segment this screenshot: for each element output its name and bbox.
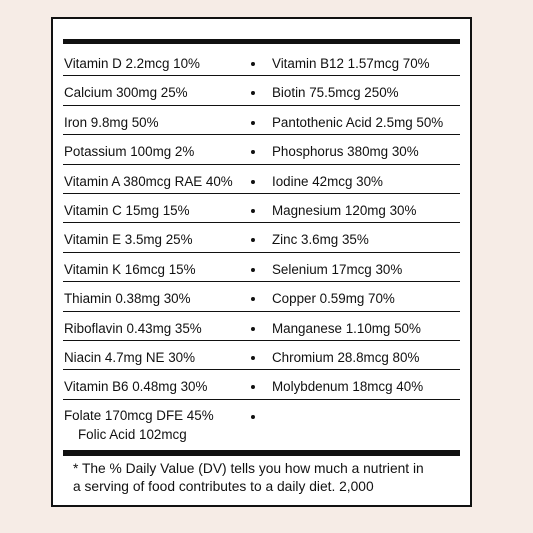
nutrient-right: Molybdenum 18mcg 40% bbox=[272, 379, 424, 395]
nutrient-right: Magnesium 120mg 30% bbox=[272, 202, 417, 218]
nutrient-left: Vitamin C 15mg 15% bbox=[64, 202, 190, 218]
nutrient-row bbox=[63, 253, 460, 282]
nutrient-right: Phosphorus 380mg 30% bbox=[272, 144, 419, 160]
nutrient-row bbox=[63, 282, 460, 311]
nutrient-row bbox=[63, 135, 460, 164]
bullet-icon bbox=[251, 121, 255, 125]
folic-acid-label: Folic Acid 102mcg bbox=[78, 426, 187, 442]
nutrient-right: Zinc 3.6mg 35% bbox=[272, 232, 369, 248]
nutrient-left: Vitamin B6 0.48mg 30% bbox=[64, 379, 208, 395]
nutrient-row bbox=[63, 76, 460, 105]
nutrient-row bbox=[63, 165, 460, 194]
nutrient-right: Iodine 42mcg 30% bbox=[272, 173, 383, 189]
bullet-icon bbox=[251, 209, 255, 213]
nutrient-left: Vitamin K 16mcg 15% bbox=[64, 261, 196, 277]
bullet-icon bbox=[251, 180, 255, 184]
nutrient-right: Biotin 75.5mcg 250% bbox=[272, 85, 399, 101]
nutrient-left: Riboflavin 0.43mg 35% bbox=[64, 320, 202, 336]
nutrient-row bbox=[63, 370, 460, 399]
nutrient-left: Vitamin E 3.5mg 25% bbox=[64, 232, 193, 248]
nutrient-left: Thiamin 0.38mg 30% bbox=[64, 291, 191, 307]
nutrient-left: Vitamin D 2.2mcg 10% bbox=[64, 56, 200, 71]
nutrient-left: Niacin 4.7mg NE 30% bbox=[64, 349, 195, 365]
nutrient-row bbox=[63, 194, 460, 223]
nutrient-right: Pantothenic Acid 2.5mg 50% bbox=[272, 114, 444, 130]
nutrient-right: Manganese 1.10mg 50% bbox=[272, 320, 421, 336]
bullet-icon bbox=[251, 238, 255, 242]
nutrient-row bbox=[63, 47, 460, 76]
bullet-icon bbox=[251, 150, 255, 154]
bullet-icon bbox=[251, 91, 255, 95]
bullet-icon bbox=[251, 297, 255, 301]
footnote-line: a serving of food contributes to a daily diet. 2,000 bbox=[73, 479, 374, 494]
folate-label: Folate 170mcg DFE 45% bbox=[64, 407, 214, 423]
nutrient-right: Copper 0.59mg 70% bbox=[272, 291, 395, 307]
footnote-line: * The % Daily Value (DV) tells you how much a nutrient in bbox=[73, 461, 424, 476]
nutrient-left: Potassium 100mg 2% bbox=[64, 144, 195, 160]
nutrient-left: Calcium 300mg 25% bbox=[64, 85, 188, 101]
top-divider-bar bbox=[63, 39, 460, 44]
nutrient-row bbox=[63, 223, 460, 252]
nutrient-right: Vitamin B12 1.57mcg 70% bbox=[272, 56, 430, 71]
bullet-icon bbox=[251, 268, 255, 272]
nutrient-row bbox=[63, 341, 460, 370]
nutrient-list bbox=[63, 47, 460, 446]
nutrient-left: Vitamin A 380mcg RAE 40% bbox=[64, 173, 233, 189]
bullet-icon bbox=[251, 385, 255, 389]
nutrient-right: Selenium 17mcg 30% bbox=[272, 261, 403, 277]
bullet-icon bbox=[251, 356, 255, 360]
nutrient-left-folate bbox=[64, 406, 214, 444]
bullet-icon bbox=[251, 62, 255, 66]
nutrient-row bbox=[63, 106, 460, 135]
nutrient-row-folate bbox=[63, 400, 460, 446]
nutrient-right: Chromium 28.8mcg 80% bbox=[272, 349, 420, 365]
bottom-divider-bar bbox=[63, 450, 460, 456]
bullet-icon bbox=[251, 415, 255, 419]
nutrient-left: Iron 9.8mg 50% bbox=[64, 114, 159, 130]
nutrition-facts-panel bbox=[51, 17, 472, 507]
daily-value-footnote bbox=[73, 460, 456, 496]
nutrient-row bbox=[63, 312, 460, 341]
bullet-icon bbox=[251, 327, 255, 331]
